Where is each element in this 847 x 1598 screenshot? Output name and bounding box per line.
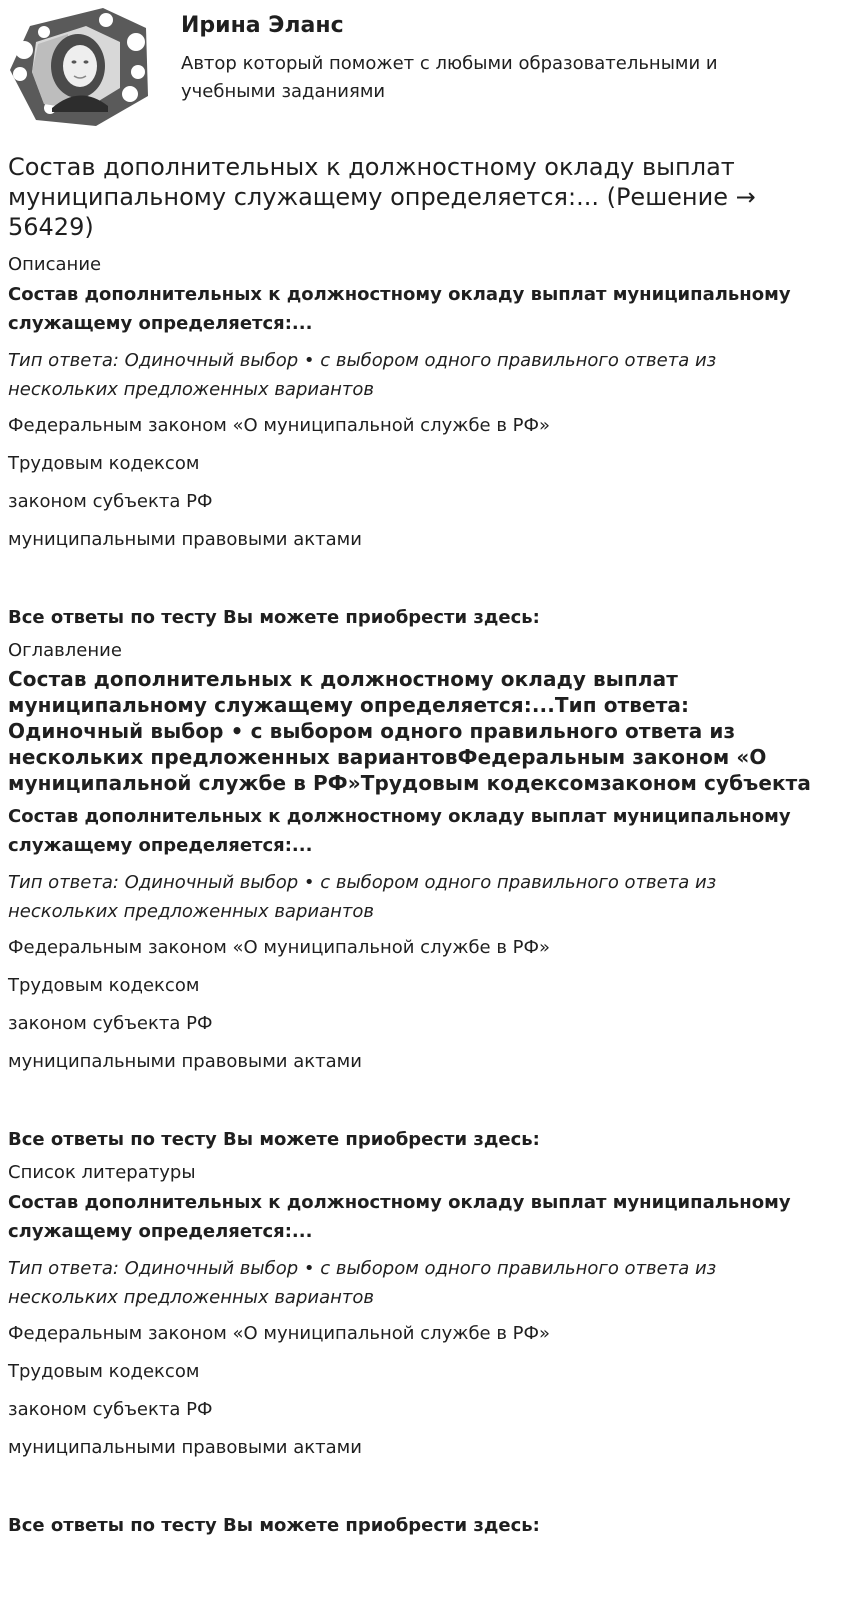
section-contents	[8, 638, 839, 1154]
answer-option: муниципальными правовыми актами	[8, 529, 362, 550]
buy-answers-text: Все ответы по тесту Вы можете приобрести здесь:	[8, 1515, 540, 1536]
answer-option: Трудовым кодексом	[8, 453, 200, 474]
section-description	[8, 252, 839, 632]
section-label: Оглавление	[8, 640, 122, 661]
document-title: Состав дополнительных к должностному окладу выплат муниципальному служащему определяется:... (Решение → 56429)	[8, 153, 756, 241]
answer-option: законом субъекта РФ	[8, 491, 213, 512]
author-avatar[interactable]	[8, 8, 153, 128]
answer-option: муниципальными правовыми актами	[8, 1051, 362, 1072]
section-bibliography	[8, 1160, 839, 1540]
buy-answers-text: Все ответы по тесту Вы можете приобрести здесь:	[8, 1129, 540, 1150]
answer-option: муниципальными правовыми актами	[8, 1437, 362, 1458]
author-description: Автор который поможет с любыми образовательными и учебными заданиями	[181, 53, 718, 102]
buy-answers-text: Все ответы по тесту Вы можете приобрести здесь:	[8, 607, 540, 628]
author-name[interactable]: Ирина Эланс	[181, 13, 344, 38]
section-label: Список литературы	[8, 1162, 196, 1183]
spacer	[8, 1086, 839, 1126]
author-info	[181, 8, 801, 106]
contents-heading: Состав дополнительных к должностному окладу выплат муниципальному служащему определяется:...Тип ответа: Одиночный выбор • с выбором одного правильного ответа из нескольких предложенных вариантовФедеральным законом «О муниципальной службе в РФ»Трудовым кодексомзаконом субъекта	[8, 667, 811, 795]
spacer	[8, 1472, 839, 1512]
author-header	[8, 8, 839, 136]
answer-option: Федеральным законом «О муниципальной службе в РФ»	[8, 415, 551, 436]
question-text: Состав дополнительных к должностному окладу выплат муниципальному служащему определяется:...	[8, 284, 791, 334]
question-text: Состав дополнительных к должностному окладу выплат муниципальному служащему определяется:...	[8, 806, 791, 856]
answer-option: Федеральным законом «О муниципальной службе в РФ»	[8, 937, 551, 958]
answer-option: законом субъекта РФ	[8, 1399, 213, 1420]
answer-option: законом субъекта РФ	[8, 1013, 213, 1034]
spacer	[8, 564, 839, 604]
answer-option: Трудовым кодексом	[8, 1361, 200, 1382]
answer-type: Тип ответа: Одиночный выбор • с выбором одного правильного ответа из нескольких предложенных вариантов	[8, 872, 717, 922]
answer-type: Тип ответа: Одиночный выбор • с выбором одного правильного ответа из нескольких предложенных вариантов	[8, 1258, 717, 1308]
answer-type: Тип ответа: Одиночный выбор • с выбором одного правильного ответа из нескольких предложенных вариантов	[8, 350, 717, 400]
answer-option: Трудовым кодексом	[8, 975, 200, 996]
answer-option: Федеральным законом «О муниципальной службе в РФ»	[8, 1323, 551, 1344]
question-text: Состав дополнительных к должностному окладу выплат муниципальному служащему определяется:...	[8, 1192, 791, 1242]
section-label: Описание	[8, 254, 102, 275]
